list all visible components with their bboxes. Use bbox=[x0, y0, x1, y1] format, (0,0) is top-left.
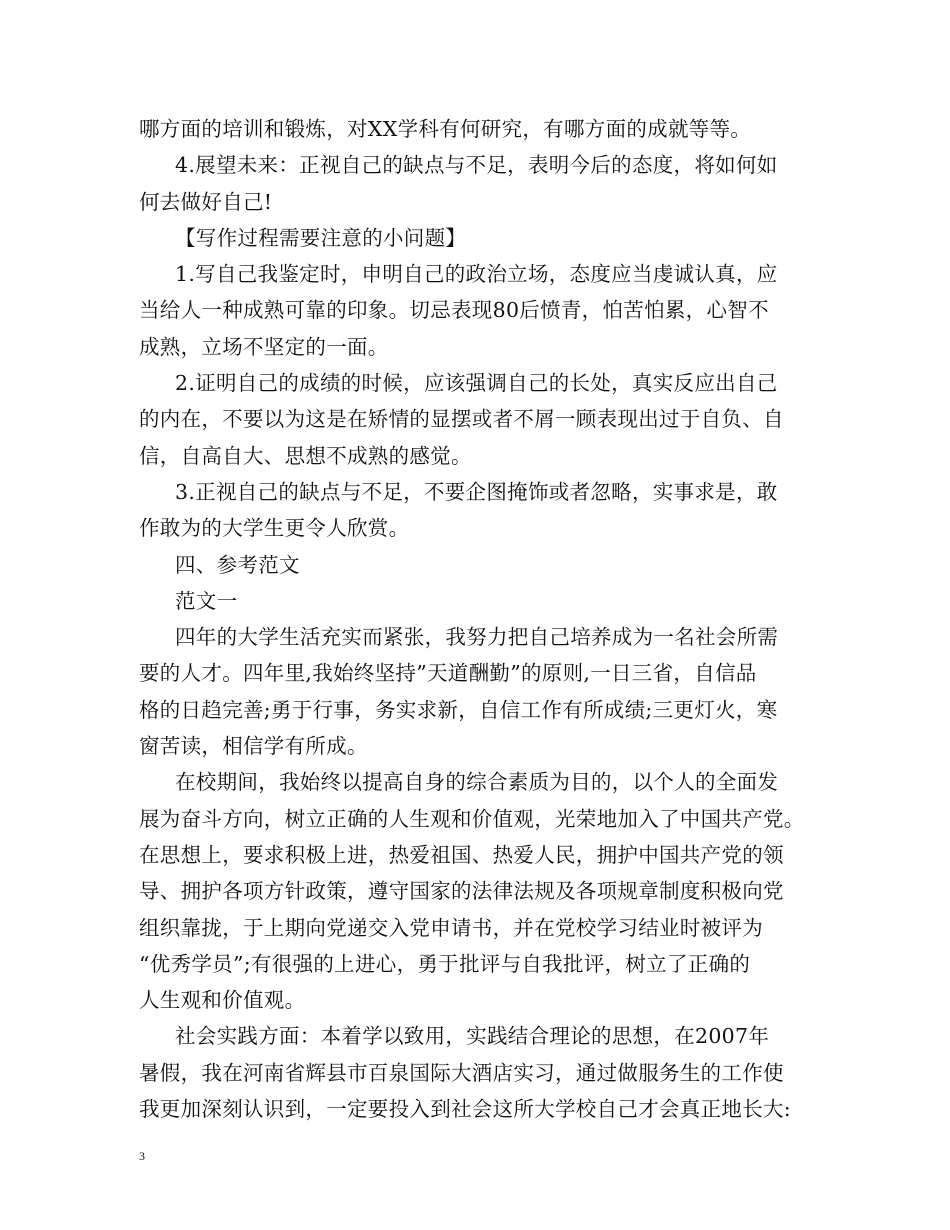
text-line: 窗苦读，相信学有所成。 bbox=[139, 734, 368, 759]
text-line: 3.正视自己的缺点与不足，不要企图掩饰或者忽略，实事求是，敢 bbox=[175, 479, 778, 504]
text-line: 在校期间，我始终以提高自身的综合素质为目的，以个人的全面发 bbox=[175, 770, 779, 795]
text-line: 导、拥护各项方针政策，遵守国家的法律法规及各项规章制度积极向党 bbox=[139, 879, 784, 904]
text-line: 我更加深刻认识到，一定要投入到社会这所大学校自己才会真正地长大: bbox=[139, 1097, 792, 1122]
text-line: 哪方面的培训和锻炼，对XX学科有何研究，有哪方面的成就等等。 bbox=[139, 117, 752, 141]
text-line: 社会实践方面：本着学以致用，实践结合理论的思想，在2007年 bbox=[175, 1024, 770, 1049]
text-line: 四年的大学生活充实而紧张，我努力把自己培养成为一名社会所需 bbox=[175, 625, 779, 650]
text-line: 在思想上，要求积极上进，热爱祖国、热爱人民，拥护中国共产党的领 bbox=[139, 842, 784, 867]
text-line: 要的人才。四年里,我始终坚持”天道酬勤”的原则,一日三省，自信品 bbox=[139, 661, 757, 686]
text-line: 展为奋斗方向，树立正确的人生观和价值观，光荣地加入了中国共产党。 bbox=[139, 806, 805, 831]
text-line: 成熟，立场不坚定的一面。 bbox=[139, 334, 389, 359]
text-line: 2.证明自己的成绩的时候，应该强调自己的长处，真实反应出自己 bbox=[175, 371, 778, 396]
text-line: 何去做好自己! bbox=[139, 189, 273, 214]
text-line: 格的日趋完善;勇于行事，务实求新，自信工作有所成绩;三更灯火，寒 bbox=[139, 697, 778, 722]
page-number: 3 bbox=[139, 1149, 145, 1163]
text-line: 1.写自己我鉴定时，申明自己的政治立场，态度应当虔诚认真，应 bbox=[175, 262, 778, 287]
text-line: 4.展望未来：正视自己的缺点与不足，表明今后的态度，将如何如 bbox=[175, 153, 778, 178]
text-line: 范文一 bbox=[175, 588, 238, 613]
text-line: 信，自高自大、思想不成熟的感觉。 bbox=[139, 443, 472, 468]
document-body bbox=[139, 111, 819, 1127]
text-line: 人生观和价值观。 bbox=[139, 988, 306, 1013]
text-line: 当给人一种成熟可靠的印象。切忌表现80后愤青，怕苦怕累，心智不 bbox=[139, 298, 769, 323]
text-line: 四、参考范文 bbox=[175, 552, 300, 577]
text-line: 组织靠拢，于上期向党递交入党申请书，并在党校学习结业时被评为 bbox=[139, 915, 763, 940]
text-line: 的内在，不要以为这是在矫情的显摆或者不屑一顾表现出过于自负、自 bbox=[139, 407, 784, 432]
text-line: “优秀学员”;有很强的上进心，勇于批评与自我批评，树立了正确的 bbox=[139, 951, 751, 976]
text-line: 【写作过程需要注意的小问题】 bbox=[175, 225, 467, 250]
text-line: 作敢为的大学生更令人欣赏。 bbox=[139, 516, 410, 541]
text-line: 暑假，我在河南省辉县市百泉国际大酒店实习，通过做服务生的工作使 bbox=[139, 1060, 784, 1085]
